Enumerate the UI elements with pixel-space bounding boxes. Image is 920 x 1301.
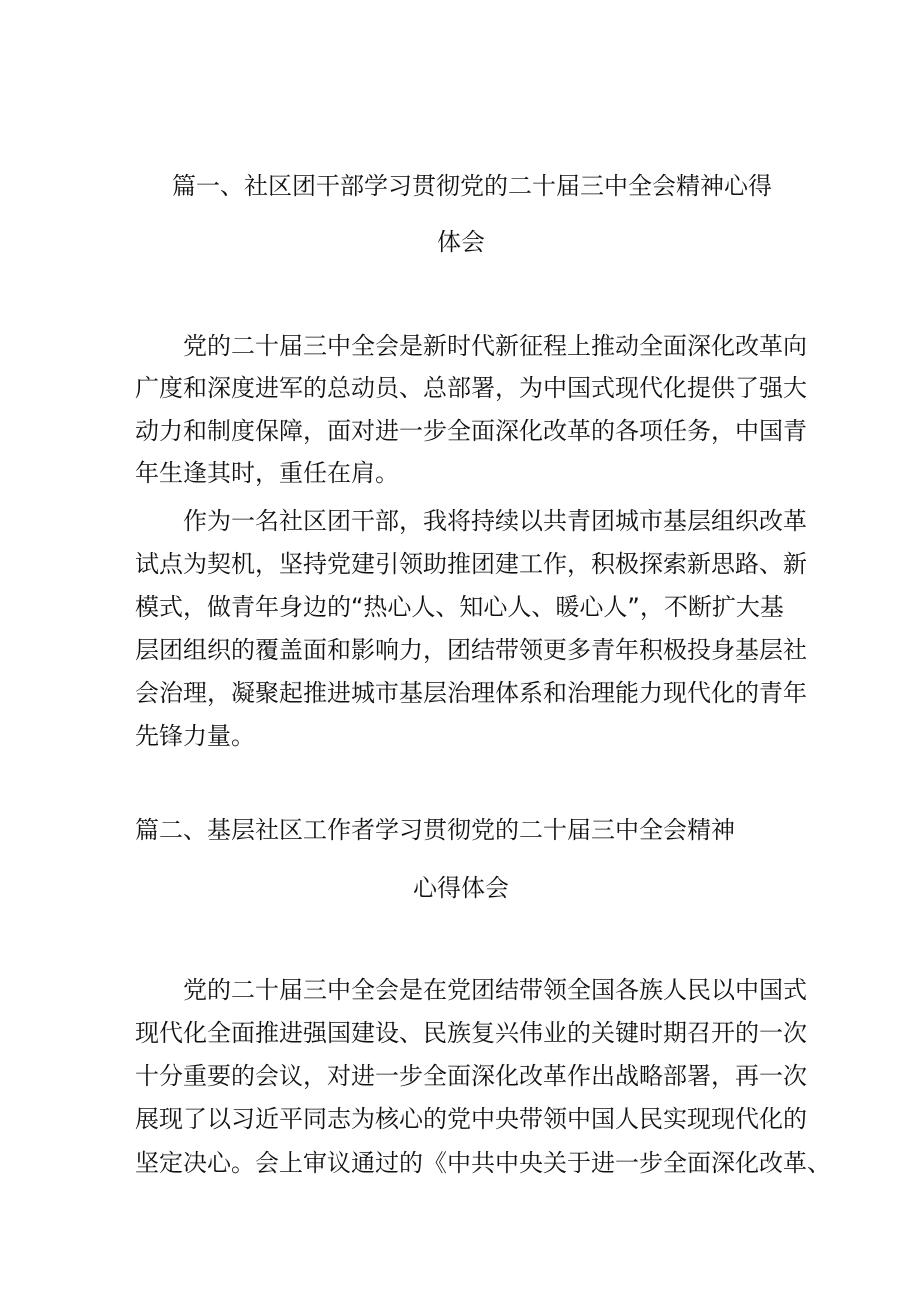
section2-paragraph1-line: 现代化全面推进强国建设、民族复兴伟业的关键时期召开的一次 [135, 1019, 807, 1047]
section1-paragraph2-line: 先锋力量。 [135, 722, 255, 750]
section1-paragraph2-line: 会治理，凝聚起推进城市基层治理体系和治理能力现代化的青年 [135, 679, 807, 707]
section2-paragraph1-line: 十分重要的会议，对进一步全面深化改革作出战略部署，再一次 [135, 1062, 807, 1090]
section1-title-line2: 体会 [437, 228, 485, 256]
section2-title-line2: 心得体会 [413, 874, 509, 902]
section1-paragraph1-line: 年生逢其时，重任在肩。 [135, 459, 399, 487]
section2-paragraph1-line: 党的二十届三中全会是在党团结带领全国各族人民以中国式 [183, 976, 807, 1004]
section1-paragraph1-line: 动力和制度保障，面对进一步全面深化改革的各项任务，中国青 [135, 417, 807, 445]
section1-paragraph2-line: 层团组织的覆盖面和影响力，团结带领更多青年积极投身基层社 [135, 636, 807, 664]
section2-paragraph1-line: 展现了以习近平同志为核心的党中央带领中国人民实现现代化的 [135, 1105, 807, 1133]
section2-title-line1: 篇二、基层社区工作者学习贯彻党的二十届三中全会精神 [135, 816, 735, 844]
section1-paragraph2-line: 试点为契机，坚持党建引领助推团建工作，积极探索新思路、新 [135, 550, 807, 578]
section1-paragraph1-line: 党的二十届三中全会是新时代新征程上推动全面深化改革向 [183, 332, 807, 360]
section1-paragraph2-line: 模式，做青年身边的“热心人、知心人、暖心人”，不断扩大基 [135, 593, 784, 621]
section1-title-line1: 篇一、社区团干部学习贯彻党的二十届三中全会精神心得 [172, 172, 772, 200]
section1-paragraph1-line: 广度和深度进军的总动员、总部署，为中国式现代化提供了强大 [135, 374, 807, 402]
section2-paragraph1-line: 坚定决心。会上审议通过的《中共中央关于进一步全面深化改革、 [135, 1149, 831, 1177]
section1-paragraph2-line: 作为一名社区团干部，我将持续以共青团城市基层组织改革 [183, 507, 807, 535]
